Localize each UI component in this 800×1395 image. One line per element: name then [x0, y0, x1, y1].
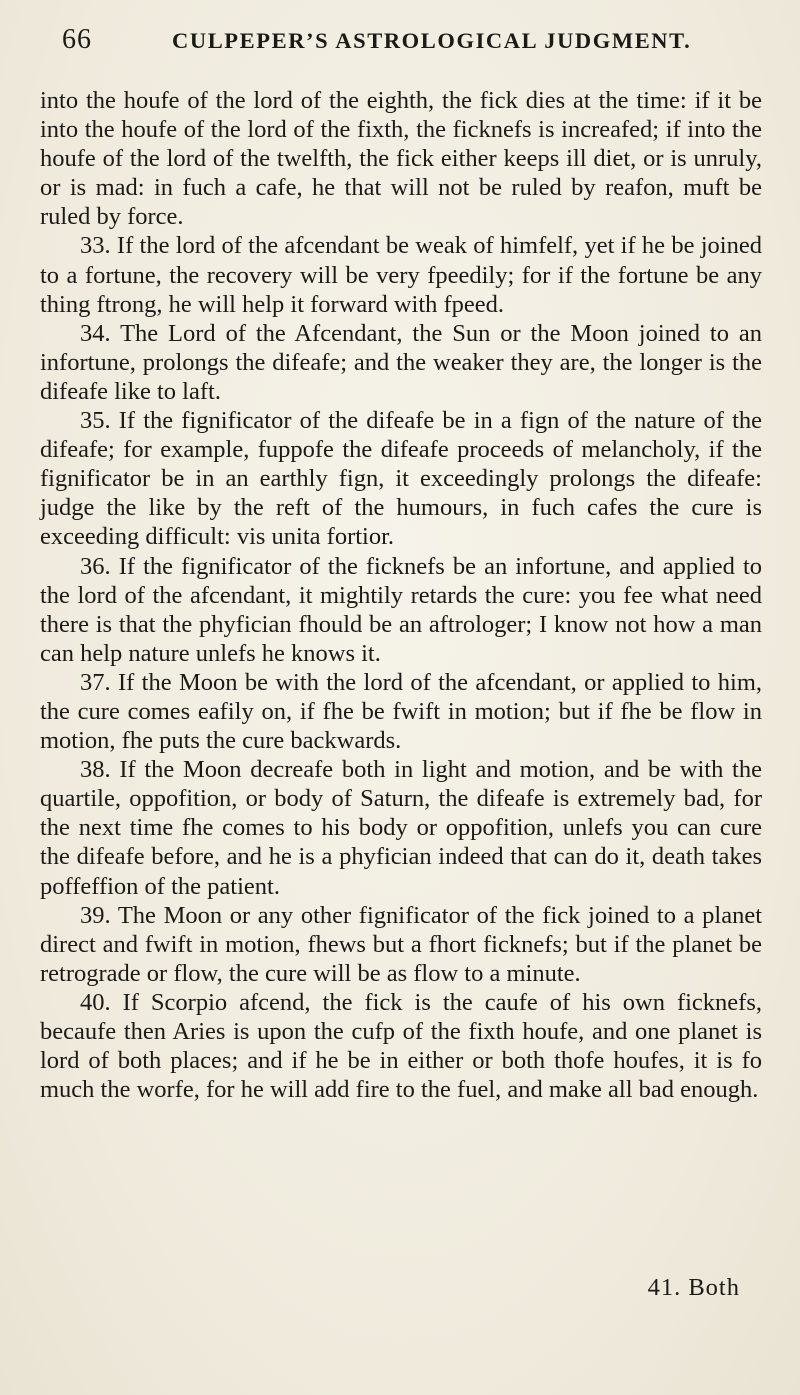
- catchword: 41. Both: [647, 1274, 740, 1301]
- paragraph-37: 37. If the Moon be with the lord of the afcendant, or applied to him, the cure comes eafily on, if fhe be fwift in motion; but if fhe be flow in motion, fhe puts the cure backwards.: [40, 668, 762, 755]
- paragraph-33: 33. If the lord of the afcendant be weak of himfelf, yet if he be joined to a fortune, the recovery will be very fpeedily; for if the fortune be any thing ftrong, he will help it forward with fpeed.: [40, 232, 762, 318]
- paragraph-34: 34. The Lord of the Afcendant, the Sun or the Moon joined to an infortune, prolongs the difeafe; and the weaker they are, the longer is the difeafe like to laft.: [40, 319, 762, 405]
- paragraph-continuation: into the houfe of the lord of the eighth, the fick dies at the time: if it be into the houfe of the lord of the fixth, the ficknefs is increafed; if into the houfe of the lord of the twelfth, the fick either keeps ill diet, or is unruly, or is mad: in fuch a cafe, he that will not be ruled by reafon, muft be ruled by force.: [40, 87, 762, 231]
- page-number: 66: [62, 24, 92, 55]
- body-text: [40, 86, 762, 1104]
- running-title: CULPEPER’S ASTROLOGICAL JUDGMENT.: [172, 28, 692, 53]
- paragraph-35: 35. If the fignificator of the difeafe be in a fign of the nature of the difeafe; for example, fuppofe the difeafe proceeds of melancholy, if the fignificator be in an earthly fign, it exceedingly prolongs the difeafe: judge the like by the reft of the humours, in fuch cafes the cure is exceeding difficult: vis unita fortior.: [40, 407, 762, 551]
- paragraph-36: 36. If the fignificator of the ficknefs be an infortune, and applied to the lord of the afcendant, it mightily retards the cure: you fee what need there is that the phyfician fhould be an aftrologer; I know not how a man can help nature unlefs he knows it.: [40, 552, 762, 667]
- paragraph-38: 38. If the Moon decreafe both in light and motion, and be with the quartile, oppofition, or body of Saturn, the difeafe is extremely bad, for the next time fhe comes to his body or oppofition, unlefs you can cure the difeafe before, and he is a phyfician indeed that can do it, death takes poffeffion of the patient.: [40, 756, 762, 900]
- paragraph-40: 40. If Scorpio afcend, the fick is the caufe of his own ficknefs, becaufe then Aries is upon the cufp of the fixth houfe, and one planet is lord of both places; and if he be in either or both thofe houfes, it is fo much the worfe, for he will add fire to the fuel, and make all bad enough.: [40, 988, 762, 1104]
- paragraph-39: 39. The Moon or any other fignificator of the fick joined to a planet direct and fwift in motion, fhews but a fhort ficknefs; but if the planet be retrograde or flow, the cure will be as flow to a minute.: [40, 901, 762, 987]
- page-header: [62, 20, 762, 60]
